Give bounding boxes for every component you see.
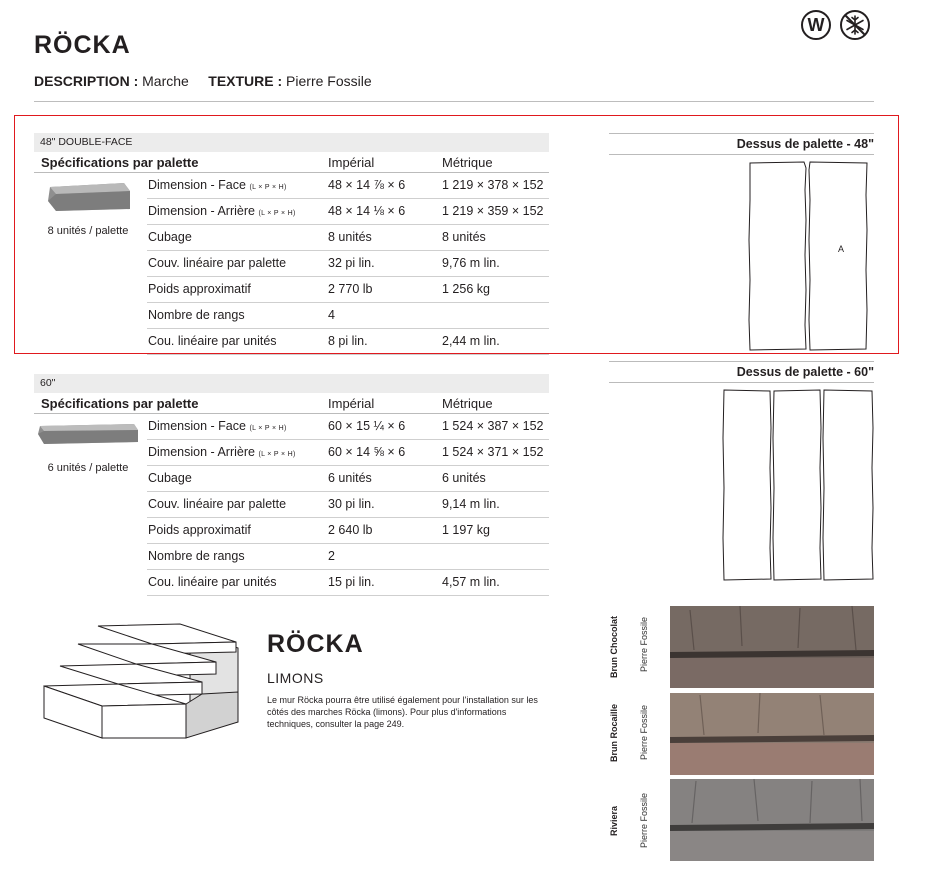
row-metric: 8 unités	[442, 230, 486, 244]
row-metric: 2,44 m lin.	[442, 334, 500, 348]
snowflake-icon	[840, 10, 870, 40]
row-imperial: 15 pi lin.	[328, 575, 375, 589]
pallet-diagram-60	[721, 388, 875, 582]
spec-rows-60	[147, 414, 549, 596]
spec-band-60: 60"	[34, 374, 549, 393]
spec-header-imperial: Impérial	[328, 155, 375, 170]
row-metric: 1 524 × 371 × 152	[442, 445, 544, 459]
swatch-riviera	[670, 779, 874, 861]
spec-header-label: Spécifications par palette	[41, 155, 199, 170]
row-metric: 1 524 × 387 × 152	[442, 419, 544, 433]
table-row	[147, 466, 549, 492]
swatch-texture: Pierre Fossile	[639, 792, 649, 848]
row-metric: 1 219 × 359 × 152	[442, 204, 544, 218]
table-row	[147, 518, 549, 544]
table-row	[147, 329, 549, 355]
swatch-brun-rocaille	[670, 693, 874, 775]
w-icon	[801, 10, 831, 40]
product-column-48	[34, 173, 144, 237]
row-metric: 1 256 kg	[442, 282, 490, 296]
w-icon-letter: W	[807, 14, 825, 35]
row-label: Couv. linéaire par palette	[148, 256, 287, 270]
row-label: Nombre de rangs	[148, 308, 245, 322]
swatch-brun-chocolat	[670, 606, 874, 688]
texture-label: TEXTURE :	[208, 73, 283, 89]
row-imperial: 48 × 14 ⅞ × 6	[328, 178, 406, 192]
row-label: Dimension - Face	[148, 419, 246, 433]
table-row	[147, 440, 549, 466]
description-label: DESCRIPTION :	[34, 73, 139, 89]
swatch-texture: Pierre Fossile	[639, 616, 649, 672]
limons-subtitle: LIMONS	[267, 670, 324, 686]
swatch-image	[670, 779, 874, 861]
row-metric: 4,57 m lin.	[442, 575, 500, 589]
row-label: Poids approximatif	[148, 282, 251, 296]
row-imperial: 48 × 14 ⅛ × 6	[328, 204, 406, 218]
row-label: Nombre de rangs	[148, 549, 245, 563]
limons-description: Le mur Röcka pourra être utilisé également pour l'installation sur les côtés des marches Röcka (limons). Pour plus d'informations techniques, consulter la page 249.	[267, 695, 538, 729]
spec-band-48: 48" DOUBLE-FACE	[34, 133, 549, 152]
row-note: (L × P × H)	[258, 451, 296, 458]
row-label: Poids approximatif	[148, 523, 251, 537]
row-metric: 6 unités	[442, 471, 486, 485]
header-divider	[34, 101, 874, 102]
row-imperial: 8 unités	[328, 230, 372, 244]
description-value: Marche	[142, 73, 189, 89]
row-label: Dimension - Face	[148, 178, 246, 192]
row-label: Cubage	[148, 471, 192, 485]
spec-header-metric: Métrique	[442, 155, 493, 170]
product-column-60	[34, 414, 144, 474]
spec-table-60	[34, 374, 549, 589]
table-row	[147, 492, 549, 518]
units-per-pallet-48: 8 unités / palette	[47, 225, 129, 237]
row-imperial: 4	[328, 308, 335, 322]
row-imperial: 8 pi lin.	[328, 334, 368, 348]
swatch-texture: Pierre Fossile	[639, 704, 649, 760]
row-metric: 1 197 kg	[442, 523, 490, 537]
swatch-image	[670, 693, 874, 775]
row-metric: 9,14 m lin.	[442, 497, 500, 511]
table-row	[147, 225, 549, 251]
block-thumbnail-60	[36, 420, 140, 446]
spec-rows-48	[147, 173, 549, 355]
table-row	[147, 414, 549, 440]
block-thumbnail-48	[44, 179, 132, 213]
steps-illustration	[40, 622, 245, 740]
page-title: RÖCKA	[34, 31, 131, 59]
row-metric: 1 219 × 378 × 152	[442, 178, 544, 192]
pallet-title-60: Dessus de palette - 60"	[609, 361, 874, 383]
row-label: Cou. linéaire par unités	[148, 575, 277, 589]
spec-header-48	[34, 152, 549, 173]
limons-title: RÖCKA	[267, 630, 364, 658]
spec-header-label: Spécifications par palette	[41, 396, 199, 411]
row-imperial: 30 pi lin.	[328, 497, 375, 511]
row-label: Cubage	[148, 230, 192, 244]
swatch-name: Riviera	[609, 805, 619, 836]
table-row	[147, 251, 549, 277]
row-label: Dimension - Arrière	[148, 445, 255, 459]
spec-header-imperial: Impérial	[328, 396, 375, 411]
texture-value: Pierre Fossile	[286, 73, 372, 89]
row-label: Dimension - Arrière	[148, 204, 255, 218]
row-imperial: 2	[328, 549, 335, 563]
row-imperial: 32 pi lin.	[328, 256, 375, 270]
table-row	[147, 277, 549, 303]
pallet-diagram-48	[746, 160, 870, 352]
pallet-marker: A	[838, 244, 845, 254]
row-label: Couv. linéaire par palette	[148, 497, 287, 511]
spec-header-metric: Métrique	[442, 396, 493, 411]
swatch-name: Brun Rocaille	[609, 703, 619, 762]
table-row	[147, 199, 549, 225]
description-line	[34, 73, 372, 89]
table-row	[147, 570, 549, 596]
row-imperial: 2 770 lb	[328, 282, 373, 296]
row-note: (L × P × H)	[249, 184, 287, 191]
pallet-title-48: Dessus de palette - 48"	[609, 133, 874, 155]
row-imperial: 2 640 lb	[328, 523, 373, 537]
spec-table-48	[34, 133, 549, 348]
row-metric: 9,76 m lin.	[442, 256, 500, 270]
spec-header-60	[34, 393, 549, 414]
row-label: Cou. linéaire par unités	[148, 334, 277, 348]
row-imperial: 6 unités	[328, 471, 372, 485]
row-imperial: 60 × 14 ⅝ × 6	[328, 445, 406, 459]
swatch-image	[670, 606, 874, 688]
row-imperial: 60 × 15 ¼ × 6	[328, 419, 406, 433]
units-per-pallet-60: 6 unités / palette	[47, 462, 129, 474]
swatch-name: Brun Chocolat	[609, 616, 619, 678]
table-row	[147, 544, 549, 570]
row-note: (L × P × H)	[258, 210, 296, 217]
row-note: (L × P × H)	[249, 425, 287, 432]
table-row	[147, 303, 549, 329]
table-row	[147, 173, 549, 199]
